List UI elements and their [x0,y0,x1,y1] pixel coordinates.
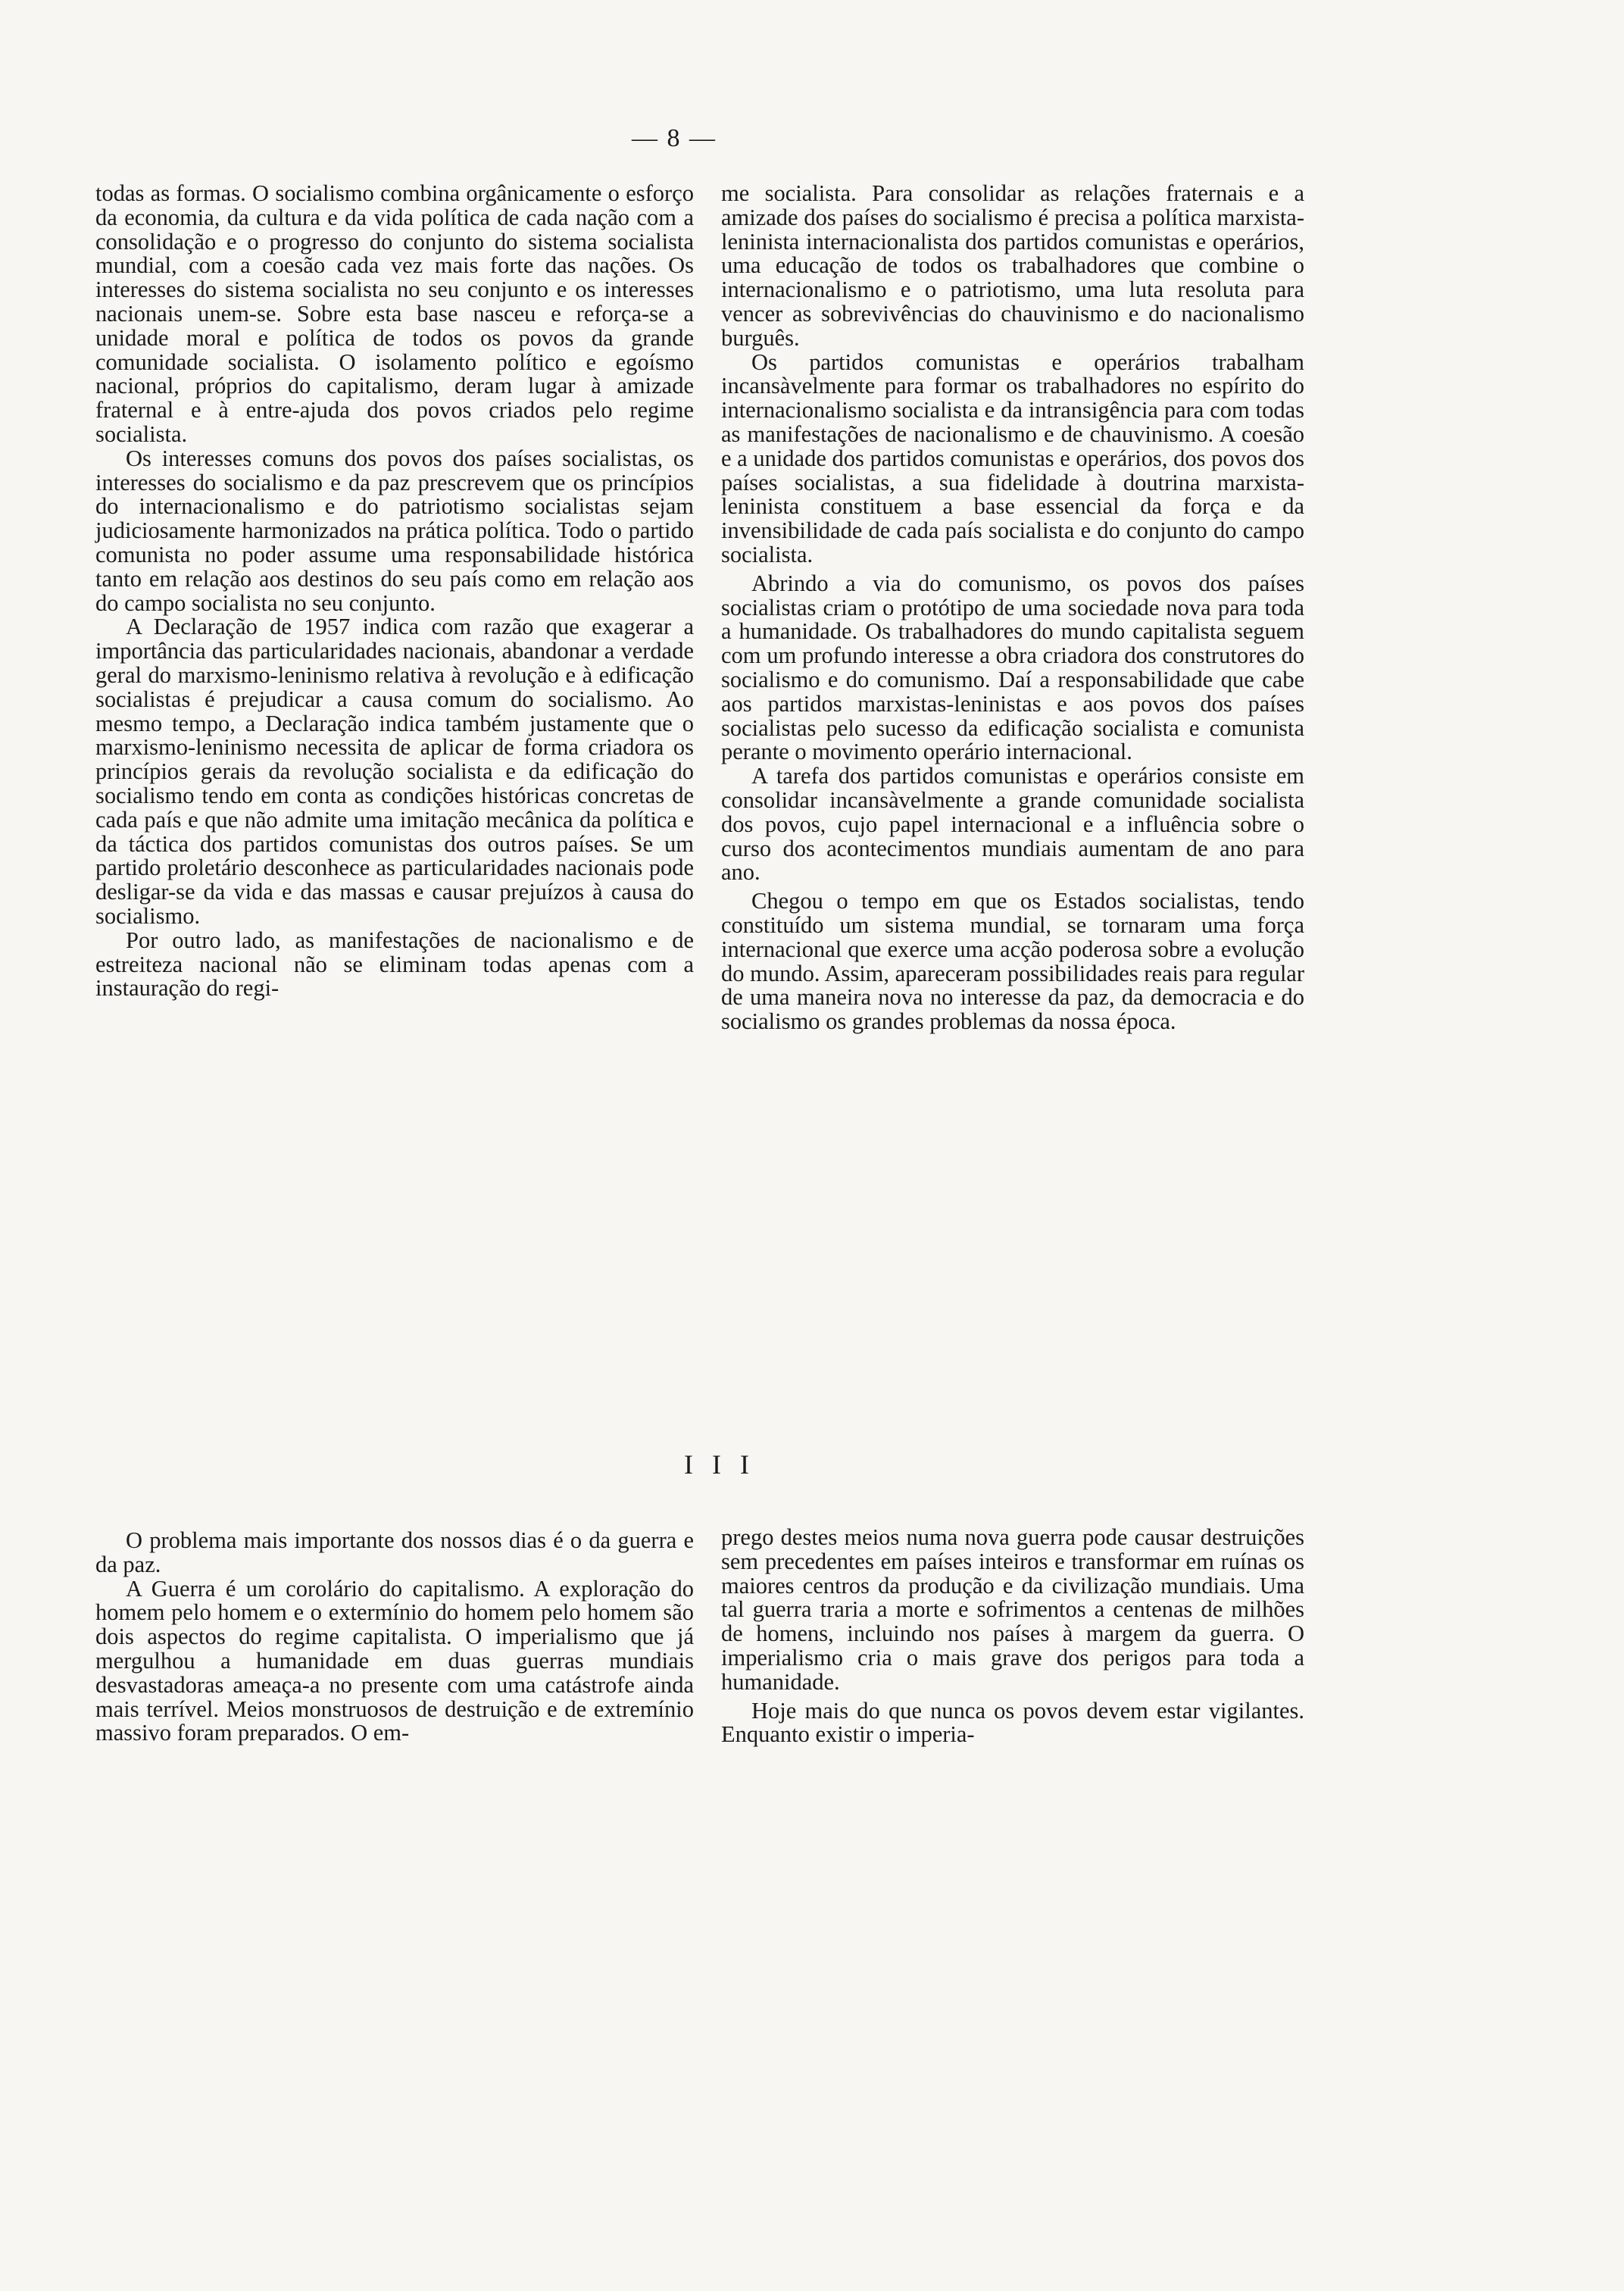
paragraph: prego destes meios numa nova guerra pode causar destruições sem precedentes em países inteiros e transformar em ruínas os maiores centros da produção e da civilização mundiais. Uma tal guerra traria a morte e sofrimentos a centenas de milhões de homens, incluindo nos países à margem da guerra. O imperialismo cria o mais grave dos perigos para toda a humanidade. [721,1524,1304,1695]
page-number: — 8 — [632,124,717,152]
section-3-left-column [95,1529,694,1746]
paragraph: Por outro lado, as manifestações de nacionalismo e de estreiteza nacional não se eliminam todas apenas com a instauração do regi- [95,927,694,1002]
paragraph: O problema mais importante dos nossos dias é o da guerra e da paz. [95,1527,694,1577]
paragraph: A Guerra é um corolário do capitalismo. A exploração do homem pelo homem e o extermínio do homem pelo homem são dois aspectos do regime capitalista. O imperialismo que já mergulhou a humanidade em duas guerras mundiais desvastadoras ameaça-a no presente com uma catástrofe ainda mais terrível. Meios monstruosos de destruição e de extremínio massivo foram preparados. O em- [95,1575,694,1746]
paragraph: Hoje mais do que nunca os povos devem estar vigilantes. Enquanto existir o imperia- [721,1697,1304,1748]
paragraph: me socialista. Para consolidar as relações fraternais e a amizade dos países do socialismo é precisa a política marxista-leninista internacionalista dos partidos comunistas e operários, uma educação de todos os trabalhadores que combine o internacionalismo e o patriotismo, uma luta resoluta para vencer as sobrevivências do chauvinismo e do nacionalismo burguês. [721,180,1304,351]
paragraph: Chegou o tempo em que os Estados socialistas, tendo constituído um sistema mundial, se tornaram uma força internacional que exerce uma acção poderosa sobre a evolução do mundo. Assim, apareceram possibilidades reais para regular de uma maneira nova no interesse da paz, da democracia e do socialismo os grandes problemas da nossa época. [721,888,1304,1035]
section-heading: I I I [684,1449,755,1480]
paragraph: Os interesses comuns dos povos dos países socialistas, os interesses do socialismo e da paz prescrevem que os princípios do internacionalismo e do patriotismo socialistas sejam judiciosamente harmonizados na prática política. Todo o partido comunista no poder assume uma responsabilidade histórica tanto em relação aos destinos do seu país como em relação aos do campo socialista no seu conjunto. [95,445,694,616]
paragraph: todas as formas. O socialismo combina orgânicamente o esforço da economia, da cultura e da vida política de cada nação com a consolidação e o progresso do conjunto do sistema socialista mundial, com a coesão cada vez mais forte das nações. Os interesses do sistema socialista no seu conjunto e os interesses nacionais unem-se. Sobre esta base nasceu e reforça-se a unidade moral e política de todos os povos da grande comunidade socialista. O isolamento político e egoísmo nacional, próprios do capitalismo, deram lugar à amizade fraternal e à entre-ajuda dos povos criados pelo regime socialista. [95,180,694,447]
section-2-right-column [721,182,1304,1034]
paragraph: A Declaração de 1957 indica com razão que exagerar a importância das particularidades nacionais, abandonar a verdade geral do marxismo-leninismo relativa à revolução e à edificação socialistas é prejudicar a causa comum do socialismo. Ao mesmo tempo, a Declaração indica também justamente que o marxismo-leninismo necessita de aplicar de forma criadora os princípios gerais da revolução socialista e da edificação do socialismo tendo em conta as condições históricas concretas de cada país e que não admite uma imitação mecânica da política e da táctica dos partidos comunistas dos outros países. Se um partido proletário desconhece as particularidades nacionais pode desligar-se da vida e das massas e causar prejuízos à causa do socialismo. [95,614,694,929]
paragraph: A tarefa dos partidos comunistas e operários consiste em consolidar incansàvelmente a grande comunidade socialista dos povos, cujo papel internacional e a influência sobre o curso dos acontecimentos mundiais aumentam de ano para ano. [721,763,1304,886]
section-2-left-column [95,182,694,1001]
paragraph: Abrindo a via do comunismo, os povos dos países socialistas criam o protótipo de uma sociedade nova para toda a humanidade. Os trabalhadores do mundo capitalista seguem com um profundo interesse a obra criadora dos construtores do socialismo e do comunismo. Daí a responsabilidade que cabe aos partidos marxistas-leninistas e aos povos dos países socialistas pelo sucesso da edificação socialista e comunista perante o movimento operário internacional. [721,570,1304,765]
paragraph: Os partidos comunistas e operários trabalham incansàvelmente para formar os trabalhadores no espírito do internacionalismo socialista e da intransigência para com todas as manifestações de nacionalismo e de chauvinismo. A coesão e a unidade dos partidos comunistas e operários, dos povos dos países socialistas, a sua fidelidade à doutrina marxista-leninista constituem a base essencial da força e da invensibilidade de cada país socialista e do conjunto do campo socialista. [721,348,1304,567]
section-3-right-column [721,1526,1304,1747]
